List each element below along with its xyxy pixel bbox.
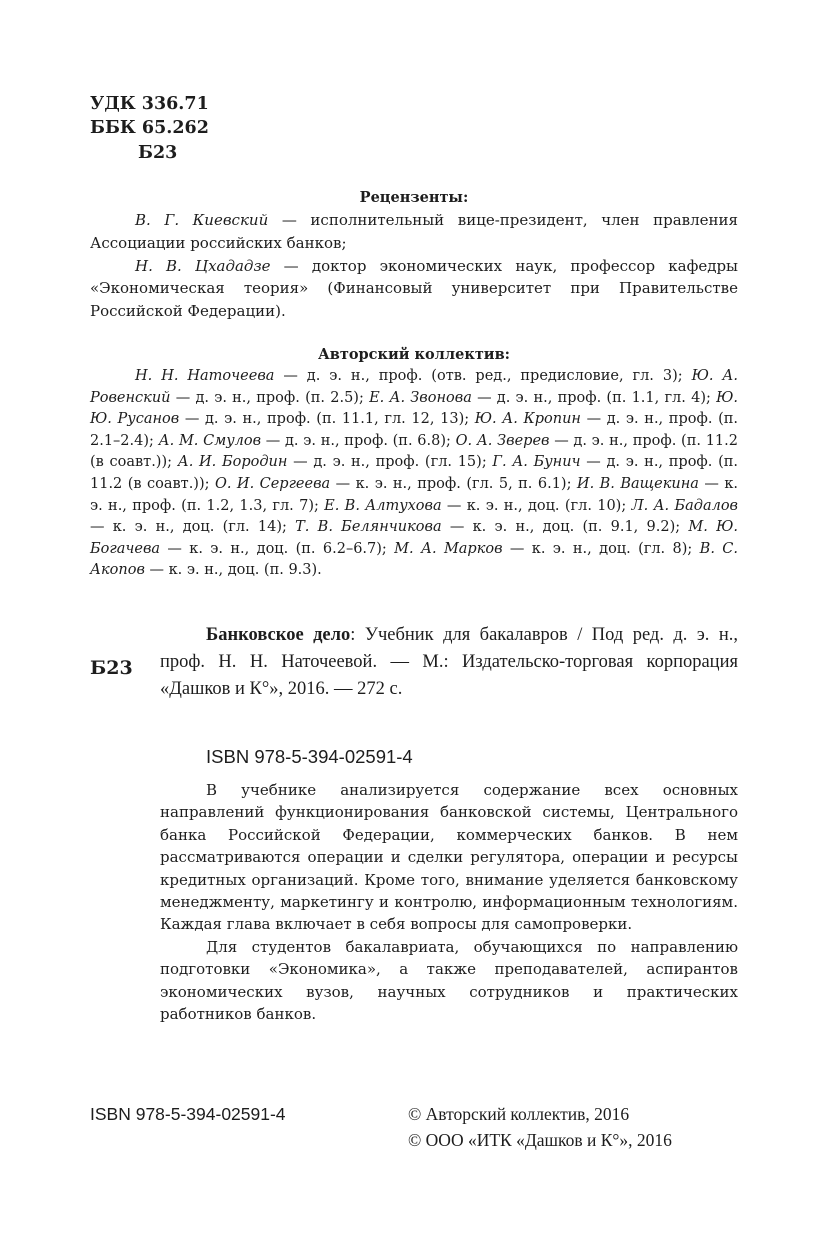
reviewers-list <box>90 209 738 323</box>
author-role: — к. э. н., доц. (п. 9.1, 9.2); <box>441 519 689 536</box>
author-name: О. И. Сергеева <box>214 475 331 492</box>
footer-copyrights <box>408 1101 672 1153</box>
isbn-record: ISBN 978-5-394-02591-4 <box>206 746 413 767</box>
author-role: — к. э. н., доц. (гл. 10); <box>441 497 632 514</box>
author-name: Ю. А. Ровенский <box>90 368 738 406</box>
author-name: Н. Н. Наточеева <box>135 368 275 384</box>
reviewer-name: Н. В. Цхададзе <box>135 256 271 275</box>
book-title: Банковское дело <box>206 625 351 645</box>
author-name: Е. В. Алтухова <box>324 497 442 514</box>
author-role: — к. э. н., доц. (п. 6.2–6.7); <box>160 540 395 557</box>
author-role: — д. э. н., проф. (п. 11.2 (в соавт.)); <box>90 454 739 492</box>
author-name: А. М. Смулов <box>158 432 262 449</box>
reviewer-item <box>90 209 738 255</box>
author-role: — д. э. н., проф. (п. 1.1, гл. 4); <box>471 389 717 406</box>
author-name: М. А. Марков <box>394 540 503 557</box>
author-name: Г. А. Бунич <box>492 454 581 471</box>
author-role: — д. э. н., проф. (п. 2.1–2.4); <box>90 411 738 449</box>
bbk-code: ББК 65.262 <box>90 118 209 138</box>
author-role: — к. э. н., проф. (гл. 5, п. 6.1); <box>330 475 577 492</box>
bibliographic-details: : Учебник для бакалавров / Под ред. д. э. н., проф. Н. Н. Наточеевой. — М.: Издательско-торговая корпорация «Дашков и К°», 2016. — 272 с. <box>160 625 738 699</box>
author-name: В. С. Акопов <box>90 540 739 579</box>
reviewer-name: В. Г. Киевский <box>135 211 269 229</box>
author-name: Е. А. Звонова <box>369 389 472 406</box>
author-name: М. Ю. Богачева <box>90 519 739 557</box>
author-name: О. А. Зверев <box>455 432 550 449</box>
annotation-paragraph: В учебнике анализируется содержание всех основных направлений функционирования банковской системы, Центрального банка Российской Федерации, коммерческих банков. В нем рассматриваются операции и сделки регулятора, операции и ресурсы кредитных организаций. Кроме того, внимание уделяется банковскому менеджменту, маркетингу и контролю, информационным технологиям. Каждая глава включает в себя вопросы для самопроверки. <box>160 781 738 934</box>
author-role: — д. э. н., проф. (п. 6.8); <box>261 432 456 449</box>
author-name: Л. А. Бадалов <box>631 497 738 514</box>
author-role: — к. э. н., доц. (п. 9.3). <box>144 562 322 579</box>
copyright-publisher: © ООО «ИТК «Дашков и К°», 2016 <box>408 1130 672 1150</box>
authors-title: Авторский коллектив: <box>318 346 510 363</box>
author-sign-code: Б23 <box>138 143 178 163</box>
bibliographic-author-sign: Б23 <box>90 657 133 679</box>
copyright-authors: © Авторский коллектив, 2016 <box>408 1104 630 1124</box>
author-role: — к. э. н., доц. (гл. 14); <box>90 519 296 536</box>
reviewer-item <box>90 255 738 323</box>
udk-code: УДК 336.71 <box>90 94 209 114</box>
bibliographic-record <box>160 622 738 703</box>
reviewer-text: — исполнительный вице-президент, член правления Ассоциации российских банков; <box>90 211 738 252</box>
author-name: А. И. Бородин <box>177 454 288 471</box>
author-role: — д. э. н., проф. (п. 2.5); <box>170 389 370 406</box>
author-name: Ю. А. Кропин <box>474 411 581 428</box>
author-role: — д. э. н., проф. (гл. 15); <box>287 454 493 471</box>
author-role: — д. э. н., проф. (п. 11.2 (в соавт.)); <box>90 432 738 471</box>
author-name: И. В. Ващекина <box>576 475 699 492</box>
reviewers-title: Рецензенты: <box>359 189 469 206</box>
footer-isbn: ISBN 978-5-394-02591-4 <box>90 1104 286 1124</box>
author-role: — к. э. н., проф. (п. 1.2, 1.3, гл. 7); <box>90 475 739 514</box>
author-role: — д. э. н., проф. (п. 11.1, гл. 12, 13); <box>179 411 475 428</box>
reviewer-text: — доктор экономических наук, профессор кафедры «Экономическая теория» (Финансовый университет при Правительстве Российской Федерации). <box>90 256 738 321</box>
author-name: Т. В. Белянчикова <box>295 519 442 536</box>
authors-list <box>90 366 738 582</box>
author-name: Ю. Ю. Русанов <box>90 389 738 428</box>
annotation <box>160 779 738 1025</box>
author-role: — д. э. н., проф. (отв. ред., предисловие, гл. 3); <box>274 368 692 384</box>
annotation-paragraph: Для студентов бакалавриата, обучающихся по направлению подготовки «Экономика», а также преподавателей, аспирантов экономических вузов, научных сотрудников и практических работников банков. <box>160 937 738 1024</box>
author-role: — к. э. н., доц. (гл. 8); <box>502 540 700 557</box>
